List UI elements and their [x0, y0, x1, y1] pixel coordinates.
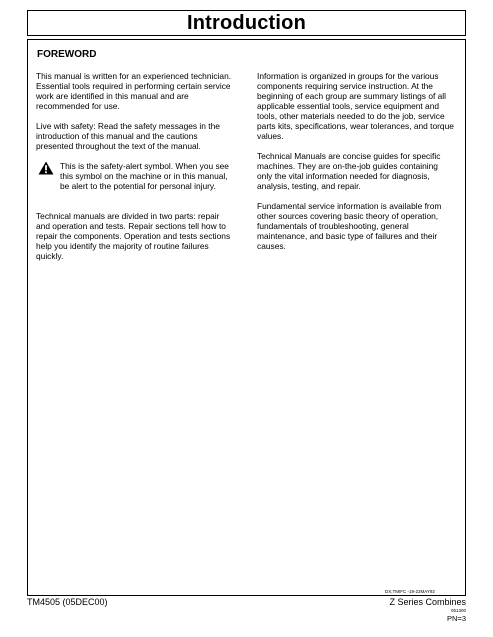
paragraph: This manual is written for an experienced technician. Essential tools required in performing certain service work are identified in this manual and are recommended for use.: [36, 71, 232, 111]
page-title: Introduction: [186, 11, 307, 34]
left-column: [36, 71, 234, 271]
paragraph: Technical manuals are divided in two parts: repair and operation and tests. Repair sections tell how to repair the components. Operation and tests sections help you identify the majority of routine failures quickly.: [36, 211, 231, 261]
manual-id: TM4505 (05DEC00): [27, 597, 108, 607]
title-bar: [27, 10, 466, 36]
footer-right-block: [389, 597, 466, 623]
section-heading: FOREWORD: [37, 49, 97, 60]
alert-text: This is the safety-alert symbol. When you see this symbol on the machine or in this manual, be alert to the potential for personal injury.: [60, 161, 229, 191]
safety-alert-block: [36, 161, 234, 201]
paragraph: Live with safety: Read the safety messages in the introduction of this manual and the cautions presented throughout the text of the manual.: [36, 121, 220, 151]
paragraph: Technical Manuals are concise guides for specific machines. They are on-the-job guides containing only the vital information needed for diagnosis, analysis, testing, and repair.: [257, 151, 441, 191]
content-frame: [27, 39, 466, 596]
right-column: [257, 71, 455, 261]
series-name: Z Series Combines: [389, 597, 466, 607]
footer-date: 051300: [450, 608, 466, 613]
page-number: PN=3: [447, 614, 466, 623]
safety-alert-icon: [38, 161, 54, 175]
paragraph: Fundamental service information is available from other sources covering basic theory of operation, fundamentals of troubleshooting, general maintenance, and basic type of failures and their causes.: [257, 201, 442, 251]
paragraph: Information is organized in groups for the various components requiring service instruction. At the beginning of each group are summary listings of all applicable essential tools, service equipment and tools, other materials needed to do the job, service parts kits, specifications, wear tolerances, and torque values.: [257, 71, 454, 141]
document-reference-code: DX,TMIFC -19-22MAY92: [385, 589, 435, 594]
